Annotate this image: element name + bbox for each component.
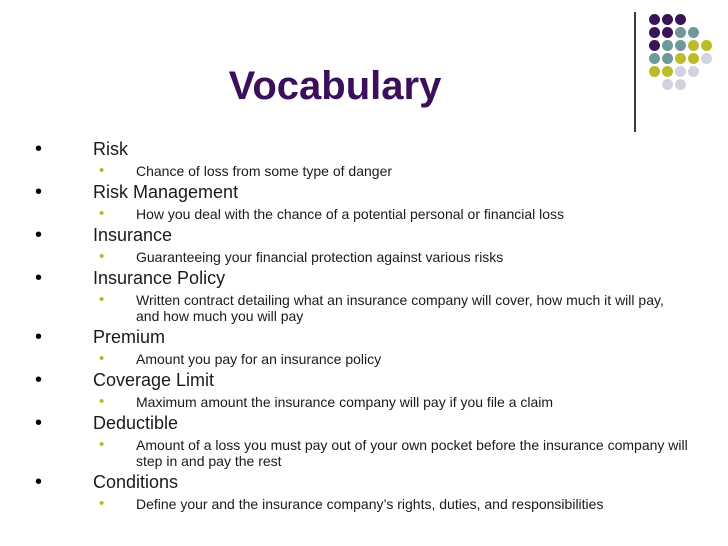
dot-purple bbox=[662, 14, 673, 25]
dot-olive bbox=[675, 53, 686, 64]
dot-olive bbox=[688, 53, 699, 64]
list-item bbox=[0, 413, 728, 469]
dot-teal bbox=[662, 53, 673, 64]
definition: Guaranteeing your financial protection against various risks bbox=[136, 249, 504, 265]
bullet-icon: • bbox=[35, 181, 43, 203]
term: Coverage Limit bbox=[93, 370, 215, 390]
dot-purple bbox=[675, 14, 686, 25]
dot-purple bbox=[662, 27, 673, 38]
sub-bullet-icon: • bbox=[99, 162, 105, 179]
sub-bullet-icon: • bbox=[99, 205, 105, 222]
dot-olive bbox=[701, 40, 712, 51]
bullet-icon: • bbox=[35, 326, 43, 348]
dot-teal bbox=[649, 53, 660, 64]
dot-teal bbox=[662, 40, 673, 51]
dot-purple bbox=[649, 27, 660, 38]
bullet-icon: • bbox=[35, 267, 43, 289]
bullet-icon: • bbox=[35, 369, 43, 391]
dot-lavender bbox=[675, 79, 686, 90]
bullet-icon: • bbox=[35, 224, 43, 246]
dot-purple bbox=[649, 40, 660, 51]
list-item bbox=[0, 139, 728, 179]
sub-bullet-icon: • bbox=[99, 393, 105, 410]
list-item bbox=[0, 268, 728, 324]
term: Insurance Policy bbox=[93, 268, 226, 288]
definition: Written contract detailing what an insurance company will cover, how much it will pay, and how much you will pay bbox=[136, 292, 664, 324]
dot-olive bbox=[649, 66, 660, 77]
dot-teal bbox=[675, 27, 686, 38]
list-item bbox=[0, 225, 728, 265]
bullet-icon: • bbox=[35, 412, 43, 434]
dot-olive bbox=[688, 40, 699, 51]
term: Deductible bbox=[93, 413, 179, 433]
term: Insurance bbox=[93, 225, 173, 245]
dot-lavender bbox=[675, 66, 686, 77]
term: Risk Management bbox=[93, 182, 239, 202]
definition: Maximum amount the insurance company will pay if you file a claim bbox=[136, 394, 554, 410]
dot-purple bbox=[649, 14, 660, 25]
vocabulary-list bbox=[0, 138, 728, 515]
sub-bullet-icon: • bbox=[99, 436, 105, 453]
term: Risk bbox=[93, 139, 128, 159]
dot-lavender bbox=[688, 66, 699, 77]
bullet-icon: • bbox=[35, 138, 43, 160]
definition: How you deal with the chance of a potential personal or financial loss bbox=[136, 206, 565, 222]
dot-lavender bbox=[662, 79, 673, 90]
divider-line bbox=[634, 12, 636, 132]
slide-title: Vocabulary bbox=[228, 64, 442, 108]
dot-teal bbox=[675, 40, 686, 51]
list-item bbox=[0, 370, 728, 410]
list-item bbox=[0, 182, 728, 222]
sub-bullet-icon: • bbox=[99, 248, 105, 265]
dot-olive bbox=[662, 66, 673, 77]
list-item bbox=[0, 472, 728, 512]
bullet-icon: • bbox=[35, 471, 43, 493]
list-item bbox=[0, 327, 728, 367]
definition: Chance of loss from some type of danger bbox=[136, 163, 393, 179]
definition: Define your and the insurance company’s rights, duties, and responsibilities bbox=[136, 496, 604, 512]
term: Conditions bbox=[93, 472, 179, 492]
dot-lavender bbox=[701, 53, 712, 64]
sub-bullet-icon: • bbox=[99, 350, 105, 367]
sub-bullet-icon: • bbox=[99, 495, 105, 512]
sub-bullet-icon: • bbox=[99, 291, 105, 308]
term: Premium bbox=[93, 327, 166, 347]
dot-teal bbox=[688, 27, 699, 38]
definition: Amount of a loss you must pay out of your own pocket before the insurance company will step in and pay the rest bbox=[136, 437, 688, 469]
definition: Amount you pay for an insurance policy bbox=[136, 351, 382, 367]
